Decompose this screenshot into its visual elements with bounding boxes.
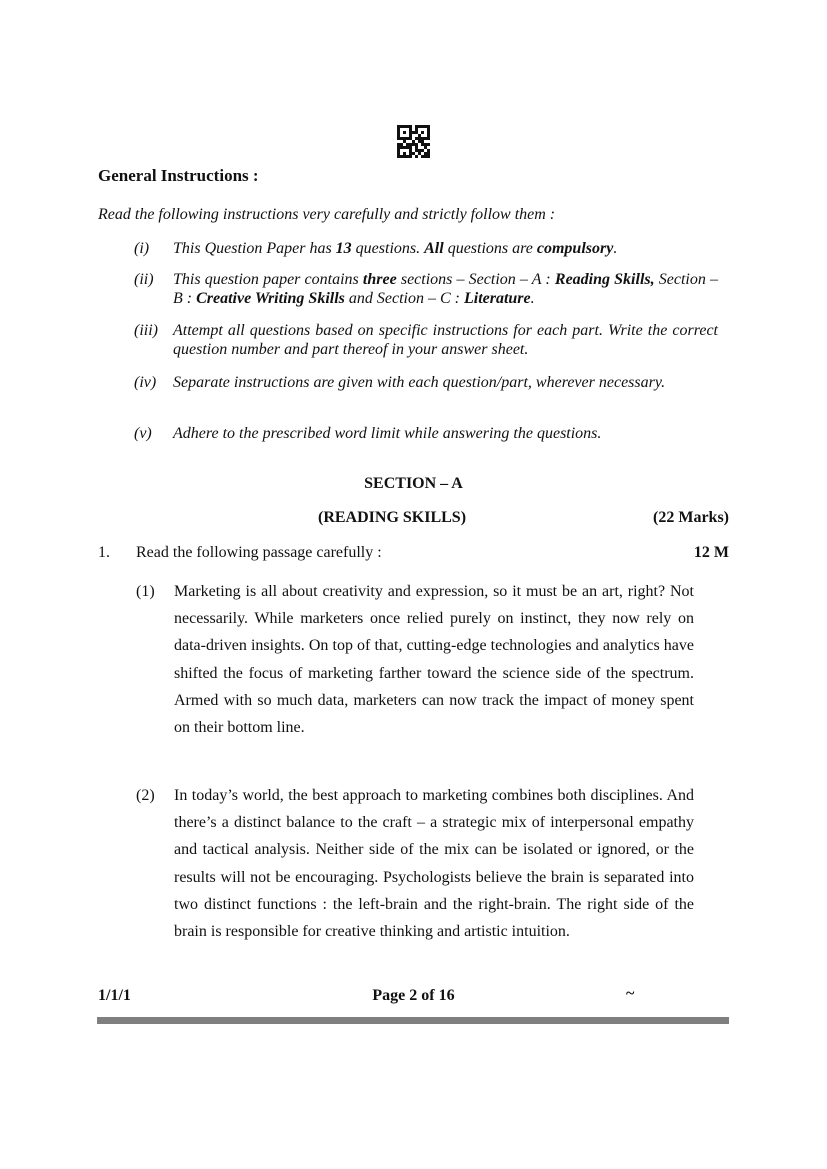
paragraph-number: (2) xyxy=(136,787,155,804)
question-number: 1. xyxy=(98,544,110,561)
qr-code-icon xyxy=(397,125,430,158)
instruction-item xyxy=(134,373,734,392)
paragraph-number: (1) xyxy=(136,583,155,600)
instruction-number: (iii) xyxy=(134,322,158,339)
section-heading: SECTION – A xyxy=(364,475,463,492)
instruction-item xyxy=(134,270,734,308)
general-instructions-title: General Instructions : xyxy=(98,166,259,185)
instruction-item xyxy=(134,239,734,258)
instruction-number: (ii) xyxy=(134,271,154,288)
instruction-text: This question paper contains three sections – Section – A : Reading Skills, Section – B : Creative Writing Skills and Section – C : Literature. xyxy=(173,271,719,307)
passage-paragraph xyxy=(136,578,696,741)
general-instructions-intro: Read the following instructions very carefully and strictly follow them : xyxy=(98,206,556,223)
instruction-text: This Question Paper has 13 questions. All questions are compulsory. xyxy=(173,240,618,257)
page-number: Page 2 of 16 xyxy=(372,987,455,1004)
instruction-text: Attempt all questions based on specific instructions for each part. Write the correct question number and part thereof in your answer sheet. xyxy=(173,322,718,358)
instruction-number: (v) xyxy=(134,425,152,442)
section-subheading: (READING SKILLS) xyxy=(318,509,467,526)
question-marks: 12 M xyxy=(693,544,729,561)
footer-code: 1/1/1 xyxy=(98,987,131,1004)
passage-paragraph xyxy=(136,782,696,945)
paragraph-text: In today’s world, the best approach to marketing combines both disciplines. And there’s a distinct balance to the craft – a strategic mix of interpersonal empathy and tactical analysis. Neither side of the mix can be isolated or ignored, or the results will not be encouraging. Psychologists believe the brain is separated into two distinct functions : the left-brain and the right-brain. The right side of the brain is responsible for creative thinking and artistic intuition. xyxy=(174,787,694,941)
paragraph-text: Marketing is all about creativity and expression, so it must be an art, right? Not necessarily. While marketers once relied purely on instinct, they now rely on data-driven insights. On top of that, cutting-edge technologies and analytics have shifted the focus of marketing farther toward the science side of the spectrum. Armed with so much data, marketers can now track the impact of money spent on their bottom line. xyxy=(174,583,694,737)
instruction-number: (iv) xyxy=(134,374,157,391)
instruction-item xyxy=(134,424,734,443)
section-marks: (22 Marks) xyxy=(653,509,729,526)
instruction-item xyxy=(134,321,734,359)
instruction-number: (i) xyxy=(134,240,150,257)
question-text: Read the following passage carefully : xyxy=(136,544,382,561)
footer-rule xyxy=(97,1017,729,1024)
instruction-text: Separate instructions are given with each question/part, wherever necessary. xyxy=(173,374,666,391)
instruction-text: Adhere to the prescribed word limit while answering the questions. xyxy=(173,425,602,442)
footer-mark: ~ xyxy=(626,985,635,1002)
